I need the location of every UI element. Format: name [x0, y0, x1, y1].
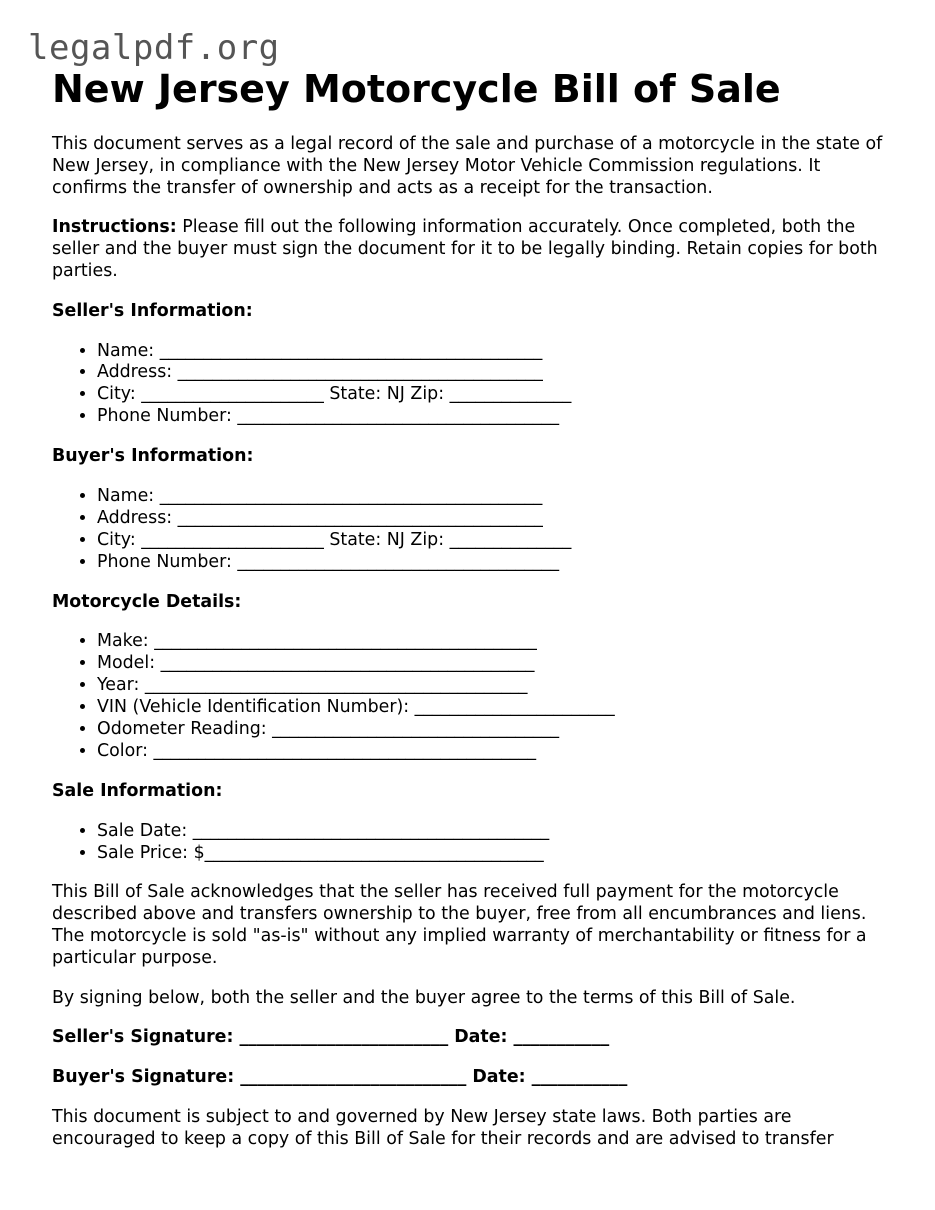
sale-info-list — [52, 821, 892, 865]
sale-price-field: • Sale Price: $_______________________________________ — [97, 843, 892, 865]
seller-info-list — [52, 341, 892, 429]
buyer-phone-field: • Phone Number: _____________________________________ — [97, 552, 892, 574]
agreement-paragraph: By signing below, both the seller and the buyer agree to the terms of this Bill of Sale. — [52, 987, 796, 1008]
sale-date-field: • Sale Date: _________________________________________ — [97, 821, 892, 843]
site-watermark: legalpdf.org — [28, 28, 280, 68]
document-title: New Jersey Motorcycle Bill of Sale — [52, 67, 781, 111]
instructions-text: Please fill out the following information accurately. Once completed, both the seller and the buyer must sign the document for it to be legally binding. Retain copies for both parties. — [52, 217, 878, 281]
seller-info-heading: Seller's Information: — [52, 300, 253, 321]
color-field: • Color: ____________________________________________ — [97, 741, 892, 763]
make-field: • Make: ____________________________________________ — [97, 631, 892, 653]
model-field: • Model: ___________________________________________ — [97, 653, 892, 675]
seller-signature-line: Seller's Signature: ________________________ Date: ___________ — [52, 1027, 610, 1048]
seller-phone-field: • Phone Number: _____________________________________ — [97, 406, 892, 428]
odometer-field: • Odometer Reading: _________________________________ — [97, 719, 892, 741]
instructions-paragraph — [52, 217, 892, 282]
instructions-label: Instructions: — [52, 217, 177, 238]
intro-paragraph: This document serves as a legal record of the sale and purchase of a motorcycle in the state of New Jersey, in compliance with the New Jersey Motor Vehicle Commission regulations. It confirms the transfer of ownership and acts as a receipt for the transaction. — [52, 134, 883, 198]
buyer-name-field: • Name: ____________________________________________ — [97, 486, 892, 508]
sale-info-heading: Sale Information: — [52, 780, 223, 801]
buyer-signature-line: Buyer's Signature: __________________________ Date: ___________ — [52, 1067, 628, 1088]
motorcycle-details-heading: Motorcycle Details: — [52, 591, 242, 612]
seller-address-field: • Address: __________________________________________ — [97, 362, 892, 384]
acknowledgement-paragraph: This Bill of Sale acknowledges that the seller has received full payment for the motorcycle described above and transfers ownership to the buyer, free from all encumbrances and liens. The motorcycle is sold "as-is" without any implied warranty of merchantability or fitness for a particular purpose. — [52, 882, 867, 968]
motorcycle-details-list — [52, 631, 892, 762]
seller-name-field: • Name: ____________________________________________ — [97, 341, 892, 363]
document-page — [52, 66, 892, 1151]
vin-field: • VIN (Vehicle Identification Number): _______________________ — [97, 697, 892, 719]
year-field: • Year: ____________________________________________ — [97, 675, 892, 697]
buyer-info-heading: Buyer's Information: — [52, 446, 254, 467]
closing-paragraph: This document is subject to and governed by New Jersey state laws. Both parties are encouraged to keep a copy of this Bill of Sale for their records and are advised to transfer — [52, 1107, 834, 1149]
buyer-info-list — [52, 486, 892, 574]
buyer-city-state-zip-field: • City: _____________________ State: NJ Zip: ______________ — [97, 530, 892, 552]
buyer-address-field: • Address: __________________________________________ — [97, 508, 892, 530]
seller-city-state-zip-field: • City: _____________________ State: NJ Zip: ______________ — [97, 384, 892, 406]
